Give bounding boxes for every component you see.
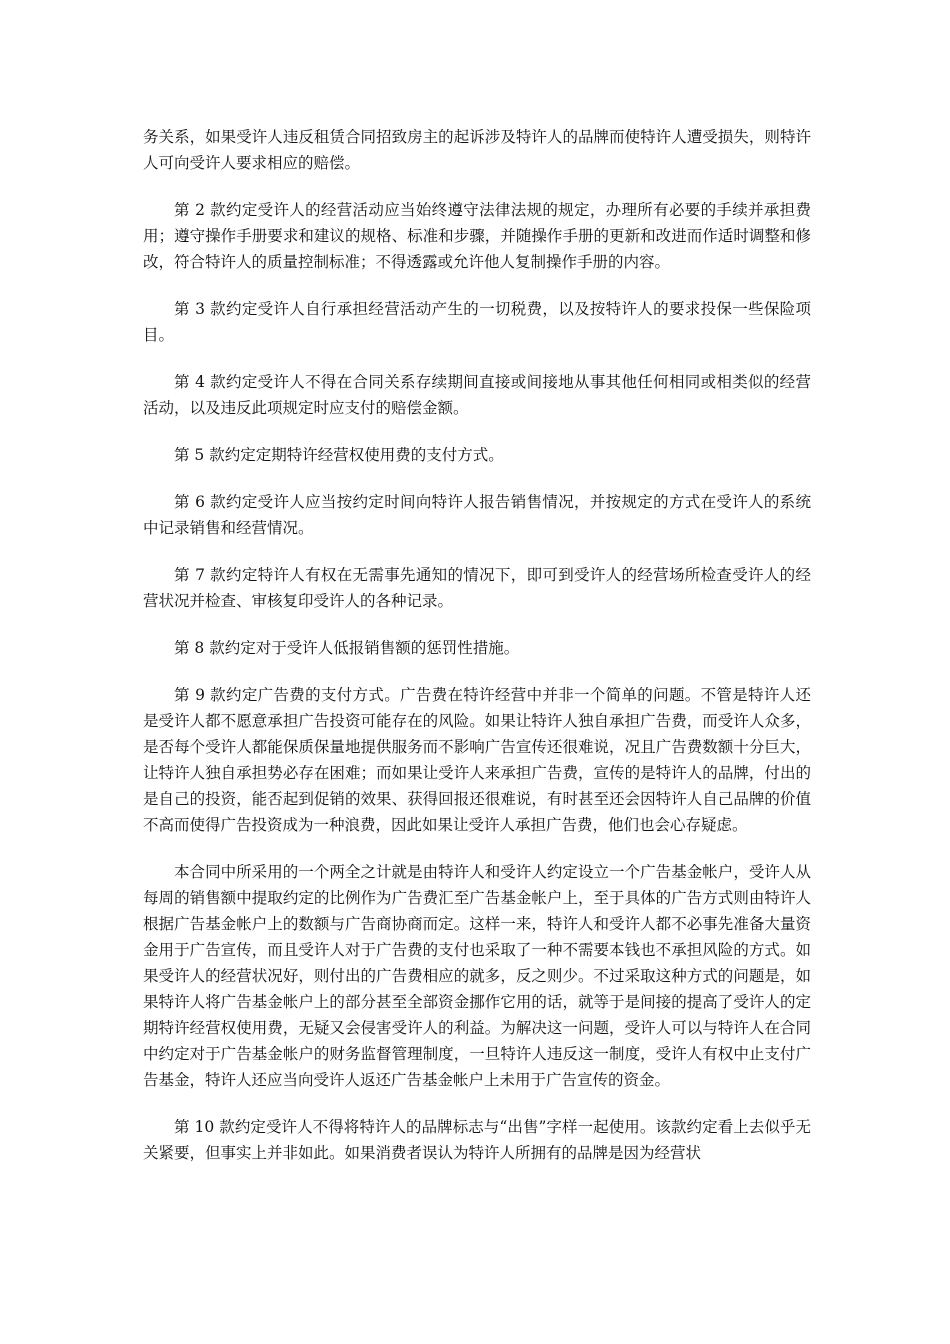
paragraph-clause-9: 第 9 款约定广告费的支付方式。广告费在特许经营中并非一个简单的问题。不管是特许人还是受许人都不愿意承担广告投资可能存在的风险。如果让特许人独自承担广告费，而受许人众多，是否每个受许人都能保质保量地提供服务而不影响广告宣传还很难说，况且广告费数额十分巨大，让特许人独自承担势必存在困难；而如果让受许人来承担广告费，宣传的是特许人的品牌，付出的是自己的投资，能否起到促销的效果、获得回报还很难说，有时甚至还会因特许人自己品牌的价值不高而使得广告投资成为一种浪费，因此如果让受许人承担广告费，他们也会心存疑虑。 — [143, 686, 811, 834]
paragraph-ad-fund: 本合同中所采用的一个两全之计就是由特许人和受许人约定设立一个广告基金帐户，受许人从每周的销售额中提取约定的比例作为广告费汇至广告基金帐户上，至于具体的广告方式则由特许人根据广告基金帐户上的数额与广告商协商而定。这样一来，特许人和受许人都不必事先准备大量资金用于广告宣传，而且受许人对于广告费的支付也采取了一种不需要本钱也不承担风险的方式。如果受许人的经营状况好，则付出的广告费相应的就多，反之则少。不过采取这种方式的问题是，如果特许人将广告基金帐户上的部分甚至全部资金挪作它用的话，就等于是间接的提高了受许人的定期特许经营权使用费，无疑又会侵害受许人的利益。为解决这一问题，受许人可以与特许人在合同中约定对于广告基金帐户的财务监督管理制度，一旦特许人违反这一制度，受许人有权中止支付广告基金，特许人还应当向受许人返还广告基金帐户上未用于广告宣传的资金。 — [143, 863, 811, 1089]
paragraph-clause-7: 第 7 款约定特许人有权在无需事先通知的情况下，即可到受许人的经营场所检查受许人的经营状况并检查、审核复印受许人的各种记录。 — [143, 566, 811, 610]
paragraph-clause-3: 第 3 款约定受许人自行承担经营活动产生的一切税费，以及按特许人的要求投保一些保险项目。 — [143, 300, 811, 344]
paragraph-clause-10: 第 10 款约定受许人不得将特许人的品牌标志与“出售”字样一起使用。该款约定看上去似乎无关紧要，但事实上并非如此。如果消费者误认为特许人所拥有的品牌是因为经营状 — [143, 1118, 811, 1162]
paragraph-clause-4: 第 4 款约定受许人不得在合同关系存续期间直接或间接地从事其他任何相同或相类似的经营活动，以及违反此项规定时应支付的赔偿金额。 — [143, 373, 811, 417]
paragraph-clause-2: 第 2 款约定受许人的经营活动应当始终遵守法律法规的规定，办理所有必要的手续并承担费用；遵守操作手册要求和建议的规格、标准和步骤，并随操作手册的更新和改进而作适时调整和修改，符合特许人的质量控制标准；不得透露或允许他人复制操作手册的内容。 — [143, 201, 811, 271]
paragraph-clause-8: 第 8 款约定对于受许人低报销售额的惩罚性措施。 — [174, 639, 520, 657]
paragraph-clause-6: 第 6 款约定受许人应当按约定时间向特许人报告销售情况，并按规定的方式在受许人的系统中记录销售和经营情况。 — [143, 493, 811, 537]
document-body — [143, 124, 811, 1187]
paragraph-continuation: 务关系，如果受许人违反租赁合同招致房主的起诉涉及特许人的品牌而使特许人遭受损失，则特许人可向受许人要求相应的赔偿。 — [143, 128, 811, 172]
paragraph-clause-5: 第 5 款约定定期特许经营权使用费的支付方式。 — [174, 446, 504, 464]
